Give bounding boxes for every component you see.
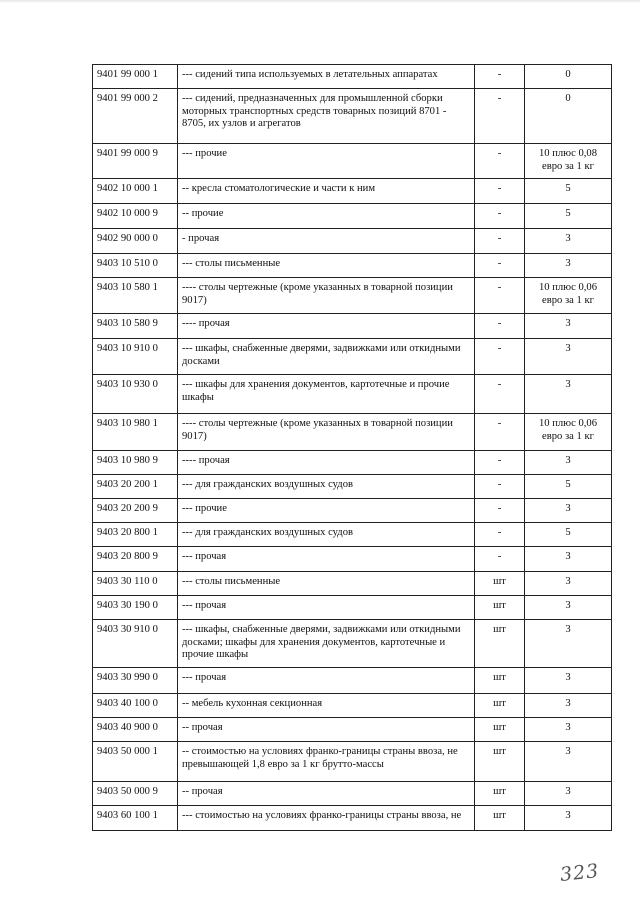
description-cell: --- для гражданских воздушных судов: [178, 523, 475, 547]
duty-rate-cell: 10 плюс 0,08 евро за 1 кг: [525, 144, 612, 179]
duty-rate-cell: 3: [525, 499, 612, 523]
tnved-code-cell: 9403 30 110 0: [93, 572, 178, 596]
unit-cell: -: [475, 451, 525, 475]
table-row: [93, 375, 612, 414]
tnved-code-cell: 9402 10 000 9: [93, 204, 178, 229]
description-cell: ---- прочая: [178, 314, 475, 339]
table-row: [93, 254, 612, 278]
tariff-table: [92, 64, 612, 831]
tnved-code-cell: 9403 40 100 0: [93, 694, 178, 718]
table-row: [93, 718, 612, 742]
duty-rate-cell: 3: [525, 254, 612, 278]
duty-rate-cell: 3: [525, 572, 612, 596]
tnved-code-cell: 9403 50 000 9: [93, 782, 178, 806]
unit-cell: -: [475, 204, 525, 229]
duty-rate-cell: 3: [525, 668, 612, 694]
table-row: [93, 499, 612, 523]
duty-rate-cell: 0: [525, 65, 612, 89]
unit-cell: шт: [475, 694, 525, 718]
tnved-code-cell: 9403 40 900 0: [93, 718, 178, 742]
duty-rate-cell: 0: [525, 89, 612, 144]
unit-cell: -: [475, 547, 525, 572]
handwritten-page-number: 323: [558, 860, 601, 886]
tnved-code-cell: 9403 20 200 1: [93, 475, 178, 499]
unit-cell: -: [475, 314, 525, 339]
unit-cell: -: [475, 375, 525, 414]
description-cell: --- для гражданских воздушных судов: [178, 475, 475, 499]
duty-rate-cell: 3: [525, 375, 612, 414]
unit-cell: шт: [475, 596, 525, 620]
description-cell: --- прочая: [178, 668, 475, 694]
table-row: [93, 179, 612, 204]
page-top-edge: [0, 0, 640, 3]
table-row: [93, 65, 612, 89]
tnved-code-cell: 9403 10 930 0: [93, 375, 178, 414]
description-cell: - прочая: [178, 229, 475, 254]
tnved-code-cell: 9403 10 910 0: [93, 339, 178, 375]
description-cell: --- прочая: [178, 596, 475, 620]
tnved-code-cell: 9403 60 100 1: [93, 806, 178, 831]
tnved-code-cell: 9403 10 980 9: [93, 451, 178, 475]
duty-rate-cell: 3: [525, 451, 612, 475]
unit-cell: шт: [475, 742, 525, 782]
unit-cell: шт: [475, 718, 525, 742]
tnved-code-cell: 9401 99 000 2: [93, 89, 178, 144]
description-cell: --- стоимостью на условиях франко-границы страны ввоза, не: [178, 806, 475, 831]
description-cell: --- сидений, предназначенных для промышленной сборки моторных транспортных средств товарных позиций 8701 - 8705, их узлов и агрегатов: [178, 89, 475, 144]
table-row: [93, 523, 612, 547]
description-cell: --- шкафы, снабженные дверями, задвижками или откидными досками: [178, 339, 475, 375]
table-row: [93, 229, 612, 254]
table-row: [93, 278, 612, 314]
unit-cell: -: [475, 65, 525, 89]
unit-cell: -: [475, 144, 525, 179]
duty-rate-cell: 3: [525, 718, 612, 742]
tnved-code-cell: 9403 20 800 1: [93, 523, 178, 547]
description-cell: -- прочие: [178, 204, 475, 229]
tnved-code-cell: 9403 50 000 1: [93, 742, 178, 782]
tnved-code-cell: 9403 30 190 0: [93, 596, 178, 620]
description-cell: ---- столы чертежные (кроме указанных в товарной позиции 9017): [178, 278, 475, 314]
tnved-code-cell: 9403 20 800 9: [93, 547, 178, 572]
table-row: [93, 572, 612, 596]
table-row: [93, 547, 612, 572]
table-row: [93, 89, 612, 144]
duty-rate-cell: 3: [525, 547, 612, 572]
duty-rate-cell: 3: [525, 339, 612, 375]
duty-rate-cell: 10 плюс 0,06 евро за 1 кг: [525, 414, 612, 451]
unit-cell: шт: [475, 620, 525, 668]
description-cell: --- столы письменные: [178, 572, 475, 596]
unit-cell: -: [475, 475, 525, 499]
duty-rate-cell: 3: [525, 229, 612, 254]
tnved-code-cell: 9403 10 580 9: [93, 314, 178, 339]
tnved-code-cell: 9402 10 000 1: [93, 179, 178, 204]
unit-cell: -: [475, 499, 525, 523]
table-row: [93, 742, 612, 782]
table-row: [93, 668, 612, 694]
tnved-code-cell: 9403 10 980 1: [93, 414, 178, 451]
tnved-code-cell: 9403 30 910 0: [93, 620, 178, 668]
table-row: [93, 596, 612, 620]
tnved-code-cell: 9403 10 580 1: [93, 278, 178, 314]
description-cell: --- прочие: [178, 499, 475, 523]
description-cell: -- прочая: [178, 782, 475, 806]
description-cell: --- шкафы для хранения документов, картотечные и прочие шкафы: [178, 375, 475, 414]
description-cell: --- шкафы, снабженные дверями, задвижками или откидными досками; шкафы для хранения документов, картотечные и прочие шкафы: [178, 620, 475, 668]
tnved-code-cell: 9401 99 000 9: [93, 144, 178, 179]
table-row: [93, 144, 612, 179]
unit-cell: шт: [475, 668, 525, 694]
unit-cell: -: [475, 414, 525, 451]
duty-rate-cell: 5: [525, 204, 612, 229]
description-cell: --- столы письменные: [178, 254, 475, 278]
unit-cell: шт: [475, 782, 525, 806]
unit-cell: -: [475, 254, 525, 278]
table-row: [93, 451, 612, 475]
description-cell: --- сидений типа используемых в летательных аппаратах: [178, 65, 475, 89]
description-cell: --- прочая: [178, 547, 475, 572]
duty-rate-cell: 5: [525, 475, 612, 499]
description-cell: ---- столы чертежные (кроме указанных в товарной позиции 9017): [178, 414, 475, 451]
unit-cell: -: [475, 339, 525, 375]
tnved-code-cell: 9401 99 000 1: [93, 65, 178, 89]
unit-cell: -: [475, 229, 525, 254]
unit-cell: шт: [475, 806, 525, 831]
table-row: [93, 339, 612, 375]
unit-cell: -: [475, 89, 525, 144]
duty-rate-cell: 3: [525, 694, 612, 718]
tnved-code-cell: 9403 30 990 0: [93, 668, 178, 694]
table-row: [93, 620, 612, 668]
unit-cell: -: [475, 523, 525, 547]
table-row: [93, 414, 612, 451]
unit-cell: шт: [475, 572, 525, 596]
duty-rate-cell: 3: [525, 620, 612, 668]
tnved-code-cell: 9403 10 510 0: [93, 254, 178, 278]
table-row: [93, 694, 612, 718]
tariff-table-body: [93, 65, 612, 831]
table-row: [93, 475, 612, 499]
table-row: [93, 314, 612, 339]
table-row: [93, 806, 612, 831]
duty-rate-cell: 3: [525, 742, 612, 782]
tnved-code-cell: 9403 20 200 9: [93, 499, 178, 523]
duty-rate-cell: 3: [525, 806, 612, 831]
duty-rate-cell: 5: [525, 523, 612, 547]
description-cell: -- прочая: [178, 718, 475, 742]
unit-cell: -: [475, 278, 525, 314]
description-cell: ---- прочая: [178, 451, 475, 475]
description-cell: -- кресла стоматологические и части к ним: [178, 179, 475, 204]
table-row: [93, 782, 612, 806]
table-row: [93, 204, 612, 229]
duty-rate-cell: 3: [525, 782, 612, 806]
unit-cell: -: [475, 179, 525, 204]
duty-rate-cell: 5: [525, 179, 612, 204]
duty-rate-cell: 10 плюс 0,06 евро за 1 кг: [525, 278, 612, 314]
description-cell: --- прочие: [178, 144, 475, 179]
description-cell: -- стоимостью на условиях франко-границы страны ввоза, не превышающей 1,8 евро за 1 кг брутто-массы: [178, 742, 475, 782]
description-cell: -- мебель кухонная секционная: [178, 694, 475, 718]
duty-rate-cell: 3: [525, 596, 612, 620]
tnved-code-cell: 9402 90 000 0: [93, 229, 178, 254]
duty-rate-cell: 3: [525, 314, 612, 339]
